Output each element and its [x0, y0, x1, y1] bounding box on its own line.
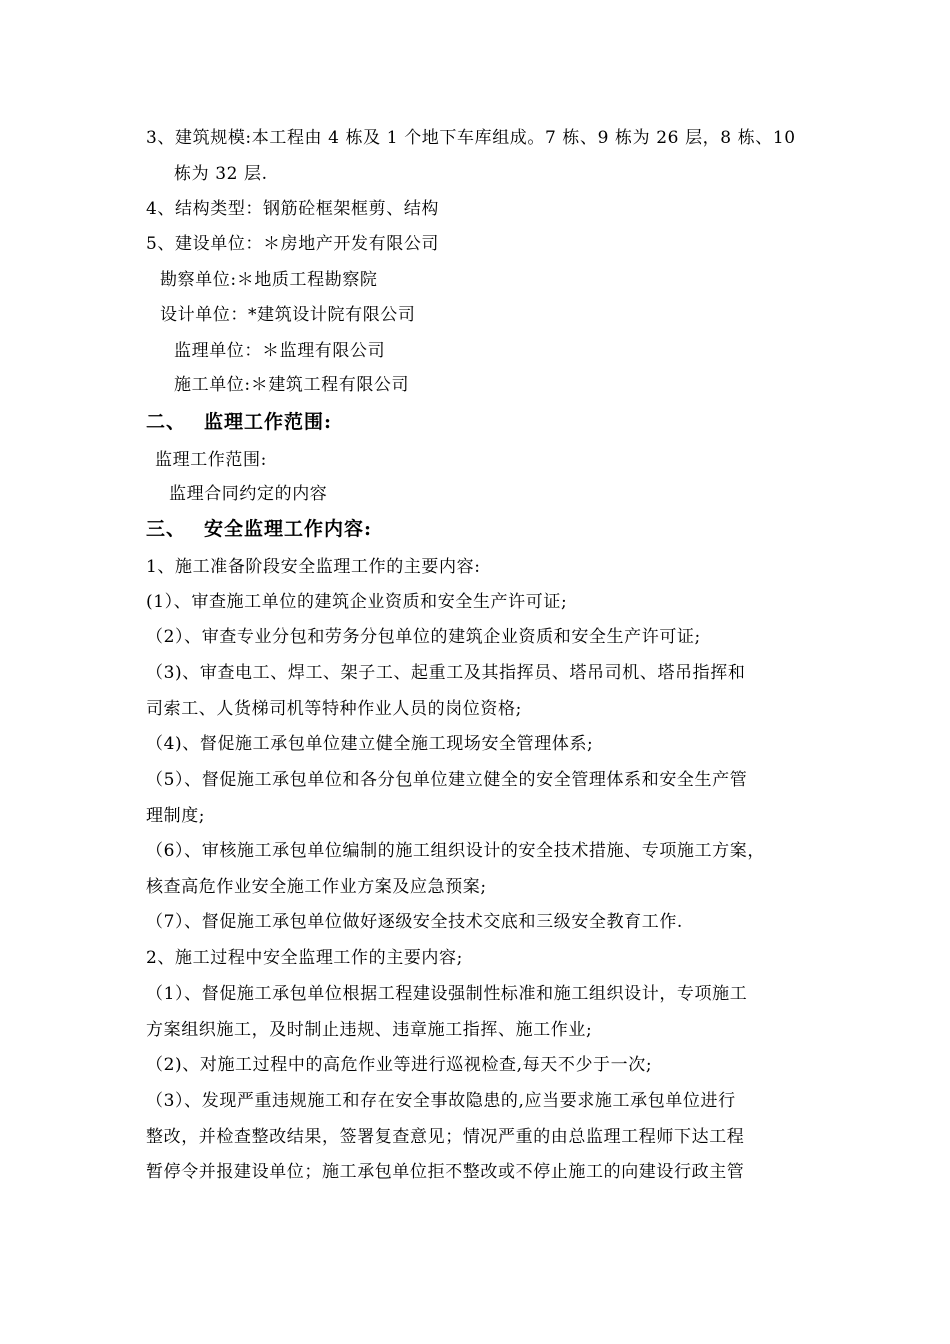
list-item: （2）、审查专业分包和劳务分包单位的建筑企业资质和安全生产许可证; [146, 627, 701, 647]
item-building-scale: 3、建筑规模:本工程由 4 栋及 1 个地下车库组成。7 栋、9 栋为 26 层，8 栋、10 [146, 128, 796, 148]
subsection-preparation: 1、施工准备阶段安全监理工作的主要内容: [146, 557, 481, 577]
item-building-scale-cont: 栋为 32 层. [174, 164, 268, 184]
list-item: （7）、督促施工承包单位做好逐级安全技术交底和三级安全教育工作. [146, 912, 683, 932]
item-structure-type: 4、结构类型：钢筋砼框架框剪、结构 [146, 199, 440, 219]
list-item-cont: 司索工、人货梯司机等特种作业人员的岗位资格; [146, 699, 522, 719]
list-item: （2)、对施工过程中的高危作业等进行巡视检查,每天不少于一次; [146, 1055, 653, 1075]
list-item: （3)、审查电工、焊工、架子工、起重工及其指挥员、塔吊司机、塔吊指挥和 [146, 663, 746, 683]
section-number: 三、 [146, 518, 187, 540]
list-item: （3）、发现严重违规施工和存在安全事故隐患的,应当要求施工承包单位进行 [146, 1091, 736, 1111]
section-heading-safety [146, 518, 372, 540]
section-title: 监理工作范围: [204, 411, 333, 433]
item-design-unit: 设计单位：*建筑设计院有限公司 [160, 305, 416, 325]
item-construction-unit: 5、建设单位：＊房地产开发有限公司 [146, 234, 440, 254]
list-item: （4)、督促施工承包单位建立健全施工现场安全管理体系; [146, 734, 594, 754]
section-title: 安全监理工作内容: [204, 518, 373, 540]
list-item: （1）、督促施工承包单位根据工程建设强制性标准和施工组织设计，专项施工 [146, 984, 748, 1004]
item-supervision-unit: 监理单位：＊监理有限公司 [174, 341, 386, 361]
list-item-cont: 方案组织施工，及时制止违规、违章施工指挥、施工作业; [146, 1020, 593, 1040]
list-item-cont: 暂停令并报建设单位；施工承包单位拒不整改或不停止施工的向建设行政主管 [146, 1162, 745, 1182]
item-contractor-unit: 施工单位:＊建筑工程有限公司 [174, 375, 410, 395]
section-heading-scope [146, 411, 332, 433]
subsection-construction: 2、施工过程中安全监理工作的主要内容; [146, 948, 463, 968]
list-item-cont: 理制度; [146, 806, 206, 826]
list-item: （6）、审核施工承包单位编制的施工组织设计的安全技术措施、专项施工方案， [146, 841, 765, 861]
item-survey-unit: 勘察单位:＊地质工程勘察院 [160, 270, 378, 290]
section-number: 二、 [146, 411, 187, 433]
scope-content: 监理合同约定的内容 [169, 484, 328, 504]
list-item-cont: 整改，并检查整改结果，签署复查意见；情况严重的由总监理工程师下达工程 [146, 1127, 745, 1147]
list-item: （5）、督促施工承包单位和各分包单位建立健全的安全管理体系和安全生产管 [146, 770, 748, 790]
list-item-cont: 核查高危作业安全施工作业方案及应急预案; [146, 877, 487, 897]
list-item: (1）、审查施工单位的建筑企业资质和安全生产许可证; [146, 592, 568, 612]
scope-label: 监理工作范围: [155, 450, 267, 470]
